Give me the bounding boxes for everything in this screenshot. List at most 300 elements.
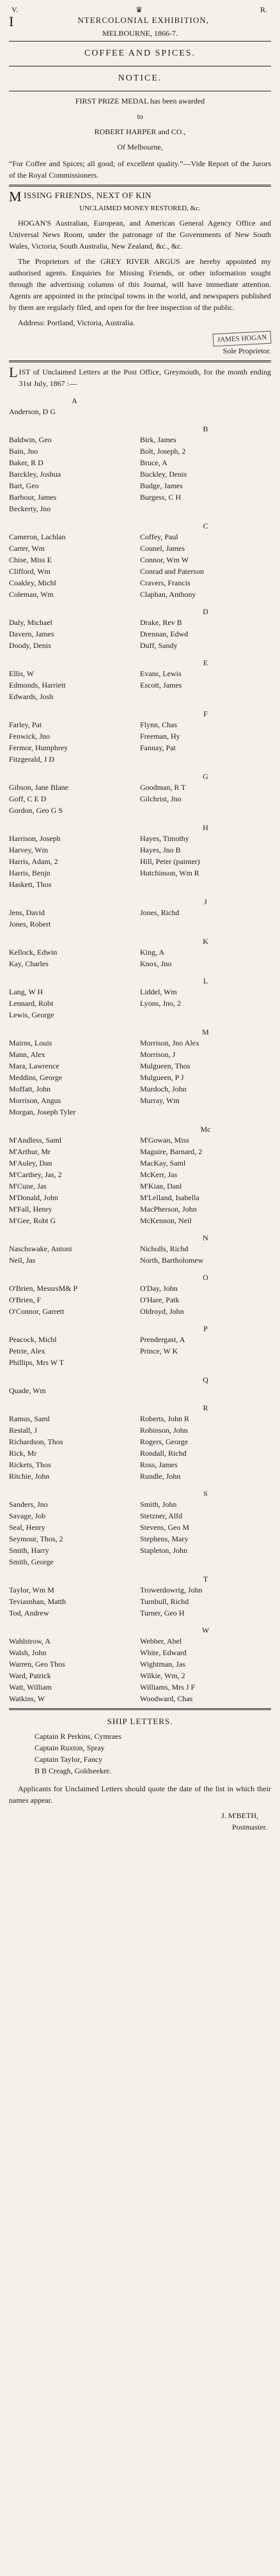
addressee-name: McKerr, Jas [140, 1170, 178, 1179]
addressee-name: M'Carthey, Jas, 2 [9, 1170, 62, 1179]
addressee-name: Nicholls, Richd [140, 1244, 189, 1253]
unclaimed-letters [9, 366, 271, 1704]
addressee-name: Mairns, Louis [9, 1038, 52, 1047]
double-divider [9, 360, 271, 362]
addressee-name: Rondall, Richd [140, 1449, 187, 1458]
names-column-left [9, 782, 140, 816]
ad-line-4: Of Melbourne, [117, 143, 163, 151]
addressee-name: Williams, Mrs J F [140, 1683, 196, 1692]
letter-group [9, 1272, 271, 1317]
footer-note: Applicants for Unclaimed Letters should quote the date of the list in which their names appear. [9, 1784, 271, 1805]
addressee-name: Baldwin, Geo [9, 435, 52, 444]
addressee-name: Robinson, John [140, 1426, 188, 1435]
addressee-name: Peacock, Michl [9, 1335, 57, 1344]
addressee-name: Wahlstrow, A [9, 1637, 51, 1646]
letter-group [9, 1488, 271, 1568]
addressee-name: Doody, Denis [9, 641, 51, 650]
addressee-name: Maguire, Barnard, 2 [140, 1147, 203, 1156]
addressee-name: M'Gee, Robt G [9, 1216, 56, 1225]
group-letters [9, 897, 271, 907]
ad-line-2: to [137, 112, 143, 121]
addressee-name: Quade, Wm [9, 1386, 46, 1395]
group-letter: J [204, 897, 207, 906]
names-column-left [9, 1385, 140, 1396]
group-letters [9, 709, 271, 719]
addressee-name: Petrie, Alex [9, 1346, 45, 1355]
names-column-right [140, 833, 271, 890]
addressee-name: Watt, William [9, 1683, 52, 1692]
names-column-left [9, 1334, 140, 1368]
names-column-right [140, 617, 271, 651]
letter-group [9, 771, 271, 816]
addressee-name: Clifford, Wm [9, 567, 51, 576]
addressee-name: Conrad and Paterson [140, 567, 204, 576]
names-column-left [9, 1635, 140, 1704]
addressee-name: Wightman, Jas [140, 1660, 185, 1669]
addressee-name: O'Day, John [140, 1284, 178, 1293]
addressee-name: Counel, James [140, 544, 185, 553]
letter-group [9, 1124, 271, 1226]
letter-group [9, 521, 271, 600]
group-letters [9, 521, 271, 531]
addressee-name: Bain, Jno [9, 447, 38, 456]
addressee-name: Haskett, Thos [9, 880, 52, 889]
addressee-name: Ellis, W [9, 669, 35, 678]
addressee-name: Bolt, Joseph, 2 [140, 447, 186, 456]
group-letters [9, 1272, 271, 1283]
addressee-name: Woodward, Chas [140, 1694, 193, 1703]
addressee-name: Morrison, Jno Alex [140, 1038, 199, 1047]
addressee-name: Savage, Job [9, 1511, 46, 1520]
missing-friends-heading [9, 189, 271, 204]
group-letter: S [203, 1489, 208, 1498]
addressee-name: Stevens, Geo M [140, 1523, 189, 1532]
letters-intro [9, 366, 271, 389]
addressee-name: M'Cune, Jas [9, 1182, 47, 1191]
divider [9, 41, 271, 42]
notice-heading: NOTICE. [118, 73, 162, 83]
names-column-right [140, 668, 271, 702]
addressee-name: Sanders, Jno [9, 1500, 48, 1509]
addressee-name: Naschswake, Antoni [9, 1244, 72, 1253]
double-divider [9, 1708, 271, 1710]
names-column-right [140, 1243, 271, 1266]
addressee-name: Phillips, Mrs W T [9, 1358, 65, 1367]
drop-cap: M [9, 189, 22, 204]
postmaster-name: J. M'BETH, [221, 1811, 258, 1820]
addressee-name: Tod, Andrew [9, 1608, 49, 1617]
addressee-name: Smith, George [9, 1557, 54, 1566]
addressee-name: MacKay, Saml [140, 1159, 186, 1168]
addressee-name: Murdoch, John [140, 1084, 187, 1093]
addressee-name: Lewis, George [9, 1010, 54, 1019]
missing-friends-para-2: The Proprietors of the GREY RIVER ARGUS are hereby appointed my authorised agents. Enquiries for Missing Friends, or other information sought through the advertising columns of this Journal, will have immediate attention. Agents are appointed in the principal towns in the world, and newspapers published by them are regularly filed, and open for the free inspection of the public. [9, 257, 271, 312]
addressee-name: Jones, Robert [9, 920, 51, 929]
addressee-name: Drake, Rev B [140, 618, 182, 627]
group-letters [9, 1488, 271, 1499]
missing-friends-subheading: UNCLAIMED MONEY RESTORED, &c. [79, 204, 201, 212]
names-column-right [140, 406, 271, 417]
addressee-name: Cravers, Francis [140, 578, 191, 587]
names-column-left [9, 1499, 140, 1568]
addressee-name: Fenwick, Jno [9, 732, 50, 741]
group-letter: D [203, 607, 208, 616]
addressee-name: Budge, James [140, 481, 183, 490]
addressee-name: Rick, Mr [9, 1449, 37, 1458]
letter-group [9, 1574, 271, 1619]
addressee-name: Jones, Richd [140, 908, 180, 917]
addressee-name: Gordon, Geo G S [9, 806, 63, 815]
group-letter: M [202, 1028, 209, 1037]
addressee-name: Birk, James [140, 435, 176, 444]
addressee-name: Mulgueen, Thos [140, 1061, 191, 1070]
letter-group [9, 396, 271, 417]
addressee-name: Watkins, W [9, 1694, 45, 1703]
addressee-name: Harvey, Wm [9, 845, 48, 854]
addressee-name: Roberts, John R [140, 1414, 190, 1423]
addressee-name: Jens, David [9, 908, 45, 917]
addressee-name: Daly, Michael [9, 618, 52, 627]
addressee-name: Fermor, Humphrey [9, 743, 68, 752]
names-column-right [140, 434, 271, 514]
addressee-name: Lennard, Robt [9, 999, 54, 1008]
names-column-left [9, 1243, 140, 1266]
addressee-name: Edmonds, Harriett [9, 681, 66, 690]
addressee-name: Webber, Abel [140, 1637, 182, 1646]
addressee-name: Barckley, Joshua [9, 470, 61, 479]
names-column-left [9, 1037, 140, 1118]
names-column-left [9, 946, 140, 969]
group-letters [9, 822, 271, 833]
addressee-name: Stapleton, John [140, 1546, 187, 1555]
group-letter: W [201, 1626, 210, 1635]
addressee-name: McKennon, Neil [140, 1216, 192, 1225]
addressee-name: M'Auley, Dan [9, 1159, 52, 1168]
addressee-name: Bart, Geo [9, 481, 39, 490]
addressee-name: Harrison, Joseph [9, 834, 61, 843]
addressee-name: Goff, C E D [9, 794, 47, 803]
ship-letter-item: Captain R Perkins, Cymraes [35, 1732, 121, 1741]
letters-intro-text: IST of Unclaimed Letters at the Post Office, Greymouth, for the month ending 31st July, 1867 :— [19, 367, 271, 388]
addressee-name: Gibson, Jane Blane [9, 783, 68, 792]
names-column-right [140, 1334, 271, 1368]
addressee-name: Bruce, A [140, 458, 167, 467]
names-column-left [9, 719, 140, 765]
group-letters [9, 424, 271, 434]
coffee-ad [9, 94, 271, 181]
letter-group [9, 822, 271, 890]
group-letters [9, 396, 271, 406]
names-column-left [9, 1134, 140, 1226]
addressee-name: Harris, Benjn [9, 868, 51, 877]
addressee-name: Turner, Geo H [140, 1608, 185, 1617]
addressee-name: Flynn, Chas [140, 720, 178, 729]
addressee-name: Hutchinson, Wm R [140, 868, 199, 877]
group-letters [9, 1375, 271, 1385]
addressee-name: Moffatt, John [9, 1084, 51, 1093]
group-letters [9, 658, 271, 668]
signature-block [9, 332, 271, 357]
ship-letter-item: Captain Taylor, Fancy [35, 1755, 103, 1764]
addressee-name: Prendergast, A [140, 1335, 185, 1344]
addressee-name: Cameron, Lachlan [9, 532, 66, 541]
names-column-left [9, 907, 140, 930]
addressee-name: Kay, Charles [9, 959, 49, 968]
addressee-name: Ross, James [140, 1460, 178, 1469]
missing-friends-heading-text: ISSING FRIENDS, NEXT OF KIN [24, 190, 152, 200]
addressee-name: Escott, James [140, 681, 182, 690]
addressee-name: Lang, W H [9, 987, 43, 996]
crown-icon: ♛ [136, 5, 143, 14]
group-letter: C [203, 521, 208, 530]
coffee-heading: COFFEE AND SPICES. [84, 49, 196, 58]
addressee-name: Smith, John [140, 1500, 177, 1509]
addressee-name: Beckerty, Jno [9, 504, 51, 513]
letter-group [9, 1403, 271, 1482]
names-column-right [140, 1499, 271, 1568]
addressee-name: Mann, Alex [9, 1050, 45, 1059]
addressee-name: Evans, Lewis [140, 669, 182, 678]
addressee-name: Wilkie, Wm, 2 [140, 1671, 185, 1680]
addressee-name: M'Gowan, Miss [140, 1136, 189, 1145]
addressee-name: Lyons, Jno, 2 [140, 999, 182, 1008]
names-column-left [9, 1413, 140, 1482]
ad-line-1: FIRST PRIZE MEDAL has been awarded [75, 96, 205, 105]
group-letters [9, 1625, 271, 1635]
addressee-name: Carter, Wm [9, 544, 45, 553]
addressee-name: North, Bartholomew [140, 1256, 204, 1265]
names-column-left [9, 986, 140, 1021]
addressee-name: Trowerdowrig, John [140, 1585, 203, 1594]
letter-group [9, 1027, 271, 1118]
ship-letters-heading: SHIP LETTERS. [107, 1716, 173, 1726]
names-column-left [9, 833, 140, 890]
group-letter: P [203, 1324, 208, 1333]
names-column-right [140, 1283, 271, 1317]
addressee-name: Warren, Geo Thos [9, 1660, 65, 1669]
names-column-right [140, 1584, 271, 1619]
addressee-name: M'Kian, Danl [140, 1182, 182, 1191]
addressee-name: Oldroyd, John [140, 1307, 184, 1316]
addressee-name: M'Donald, John [9, 1193, 58, 1202]
group-letters [9, 1323, 271, 1334]
addressee-name: Coffey, Paul [140, 532, 178, 541]
names-column-left [9, 531, 140, 600]
addressee-name: Liddel, Wm [140, 987, 177, 996]
letter-group [9, 936, 271, 969]
addressee-name: Mara, Lawrence [9, 1061, 59, 1070]
addressee-name: Ritchie, John [9, 1472, 50, 1481]
drop-cap: I [9, 13, 15, 29]
addressee-name: Smith, Harry [9, 1546, 49, 1555]
names-column-right [140, 946, 271, 969]
addressee-name: Rickets, Thos [9, 1460, 51, 1469]
names-column-right [140, 1413, 271, 1482]
missing-friends-ad [9, 190, 271, 357]
addressee-name: Gilchrist, Jno [140, 794, 182, 803]
addressee-name: Hayes, Jno B [140, 845, 181, 854]
addressee-name: Harris, Adam, 2 [9, 857, 58, 866]
group-letter: Q [203, 1375, 208, 1384]
addressee-name: Walsh, John [9, 1648, 47, 1657]
exhibition-title-text: NTERCOLONIAL EXHIBITION, [77, 15, 209, 25]
addressee-name: Murray, Wm [140, 1096, 180, 1105]
exhibition-subtitle: MELBOURNE, 1866-7. [102, 29, 178, 38]
group-letter: O [203, 1273, 208, 1282]
group-letter: T [203, 1575, 208, 1584]
exhibition-title [9, 15, 271, 28]
addressee-name: O'Connor, Garrett [9, 1307, 65, 1316]
addressee-name: Freeman, Hy [140, 732, 180, 741]
addressee-name: Rogers, George [140, 1437, 189, 1446]
group-letter: E [203, 658, 208, 667]
group-letters [9, 1027, 271, 1037]
addressee-name: Buckley, Denis [140, 470, 187, 479]
hogan-stamp: JAMES HOGAN [212, 331, 271, 347]
addressee-name: Turnbull, Richd [140, 1597, 189, 1606]
names-column-right [140, 531, 271, 600]
addressee-name: Fitzgerald, J D [9, 755, 54, 764]
group-letters [9, 771, 271, 782]
ship-letter-item: Captain Ruxton, Spray [35, 1743, 105, 1752]
group-letters [9, 936, 271, 946]
letter-group [9, 658, 271, 702]
addressee-name: King, A [140, 948, 165, 957]
addressee-name: Morrison, Angus [9, 1096, 61, 1105]
addressee-name: Stetzner, Alfd [140, 1511, 183, 1520]
group-letter: G [203, 772, 208, 781]
addressee-name: Stephens, Mary [140, 1534, 189, 1543]
addressee-name: Richardson, Thos [9, 1437, 63, 1446]
names-column-left [9, 1584, 140, 1619]
ship-letters-list [9, 1731, 271, 1777]
addressee-name: Farley, Pat [9, 720, 42, 729]
addressee-name: M'Andless, Saml [9, 1136, 62, 1145]
group-letter: L [203, 976, 208, 985]
group-letters [9, 976, 271, 986]
names-column-right [140, 782, 271, 816]
group-letter: N [203, 1233, 208, 1242]
names-column-left [9, 406, 140, 417]
addressee-name: Davern, James [9, 629, 54, 638]
letter-group [9, 606, 271, 651]
names-column-right [140, 1385, 271, 1396]
group-letters [9, 1233, 271, 1243]
group-letter: R [203, 1403, 208, 1412]
addressee-name: Ward, Patrick [9, 1671, 51, 1680]
names-column-right [140, 719, 271, 765]
letter-group [9, 424, 271, 514]
group-letter: B [203, 424, 208, 433]
addressee-name: Burgess, C H [140, 493, 182, 502]
ship-letter-item: B B Creagh, Goldseeker. [35, 1766, 111, 1775]
group-letter: F [203, 709, 208, 718]
addressee-name: Claphan, Anthony [140, 590, 196, 599]
addressee-name: Coleman, Wm [9, 590, 54, 599]
addressee-name: Baker, R D [9, 458, 43, 467]
addressee-name: Connor, Wm W [140, 555, 189, 564]
royal-header [9, 5, 271, 15]
addressee-name: Knox, Jno [140, 959, 172, 968]
letter-group [9, 1323, 271, 1368]
addressee-name: Kellock, Edwin [9, 948, 58, 957]
postmaster-title: Postmaster. [231, 1823, 267, 1832]
group-letter: Mc [200, 1125, 211, 1134]
ad-line-3: ROBERT HARPER and CO., [94, 127, 186, 136]
sole-proprietor: Sole Proprietor. [222, 346, 271, 355]
header-left: V. [12, 5, 19, 14]
group-letters [9, 606, 271, 617]
names-column-right [140, 986, 271, 1021]
addressee-name: Seal, Henry [9, 1523, 45, 1532]
addressee-name: Anderson, D G [9, 407, 56, 416]
addressee-name: M'Fall, Henry [9, 1205, 52, 1214]
group-letters [9, 1124, 271, 1134]
addressee-name: Hill, Peter (painter) [140, 857, 200, 866]
names-column-left [9, 617, 140, 651]
letter-group [9, 1625, 271, 1704]
addressee-name: Prince, W K [140, 1346, 178, 1355]
letter-group [9, 1375, 271, 1396]
letter-group [9, 1233, 271, 1266]
addressee-name: MacPherson, John [140, 1205, 197, 1214]
addressee-name: Fannay, Pat [140, 743, 176, 752]
addressee-name: Rundle, John [140, 1472, 181, 1481]
header-right: R. [260, 5, 267, 14]
addressee-name: Edwards, Josh [9, 692, 54, 701]
letters-groups [9, 396, 271, 1704]
addressee-name: Drennan, Edwd [140, 629, 189, 638]
addressee-name: Barbour, James [9, 493, 57, 502]
group-letter: H [203, 823, 208, 832]
addressee-name: Seymour, Thos, 2 [9, 1534, 63, 1543]
jury-quote: “For Coffee and Spices; all good; of excellent quality.”—Vide Report of the Jurors of the Royal Commissioners. [9, 159, 271, 180]
addressee-name: Meddins, George [9, 1073, 63, 1082]
addressee-name: Morgan, Joseph Tyler [9, 1107, 76, 1116]
letter-group [9, 897, 271, 930]
names-column-left [9, 434, 140, 514]
group-letters [9, 1403, 271, 1413]
names-column-right [140, 907, 271, 930]
addressee-name: White, Edward [140, 1648, 187, 1657]
group-letters [9, 1574, 271, 1584]
addressee-name: Goodman, R T [140, 783, 186, 792]
names-column-left [9, 1283, 140, 1317]
drop-cap: L [9, 364, 18, 380]
addressee-name: Coakley, Michl [9, 578, 56, 587]
names-column-right [140, 1037, 271, 1118]
addressee-name: Morrison, J [140, 1050, 176, 1059]
names-column-left [9, 668, 140, 702]
names-column-right [140, 1635, 271, 1704]
addressee-name: Restall, J [9, 1426, 37, 1435]
addressee-name: Chise, Miss E [9, 555, 52, 564]
double-divider [9, 185, 271, 187]
letter-group [9, 709, 271, 765]
addressee-name: Hayes, Timothy [140, 834, 189, 843]
addressee-name: Taylor, Wm M [9, 1585, 54, 1594]
addressee-name: Duff, Sandy [140, 641, 178, 650]
addressee-name: O'Hare, Patk [140, 1295, 180, 1304]
group-letter: K [203, 937, 208, 946]
addressee-name: M'Lelland, Isabella [140, 1193, 199, 1202]
missing-friends-para-1: HOGAN'S Australian, European, and American General Agency Office and Universal News Room, under the patronage of the Governments of New South Wales, Victoria, South Australia, New Zealand, &c., &c. [9, 219, 271, 251]
addressee-name: O'Brien, F [9, 1295, 42, 1304]
addressee-name: Mulgueen, P J [140, 1073, 184, 1082]
addressee-name: M'Arthur, Mr [9, 1147, 51, 1156]
missing-friends-address: Address: Portland, Victoria, Australia. [18, 318, 136, 327]
names-column-right [140, 1134, 271, 1226]
